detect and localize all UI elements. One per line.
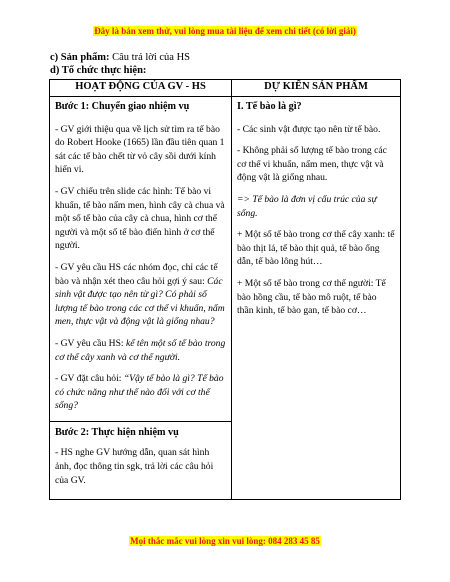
activity-question: kể tên một số tế bào trong cơ thể cây xanh và cơ thể người. — [55, 337, 226, 363]
step-divider — [50, 421, 231, 422]
contact-banner-text: Mọi thắc mắc vui lòng xin vui lòng: 084 283 45 85 — [130, 536, 320, 546]
product-label: c) Sản phẩm: — [50, 52, 110, 63]
activity-paragraph: - GV giới thiệu qua về lịch sử tìm ra tế bào do Robert Hooke (1665) lần đầu tiên quan 1 sát các tế bào chết từ vỏ cây sồi dưới kính hiển vi. — [55, 123, 225, 176]
table-row — [50, 97, 401, 500]
product-line — [50, 52, 190, 64]
activity-table — [49, 79, 401, 500]
product-paragraph: + Một số tế bào trong cơ thể người: Tế bào hồng cầu, tế bào mô ruột, tế bào thần kinh, tế bào gan, tế bào cơ… — [237, 277, 386, 317]
activity-paragraph: - HS nghe GV hướng dẫn, quan sát hình ảnh, đọc thông tin sgk, trả lời các câu hỏi của GV. — [55, 447, 214, 486]
activity-paragraph — [55, 337, 226, 364]
product-paragraph: - Không phải số lượng tế bào trong các cơ thể vi khuẩn, nấm men, thực vật và động vật là giống nhau. — [237, 145, 387, 184]
table-header-row — [50, 80, 401, 97]
activity-text: - GV đặt câu hỏi: — [55, 373, 124, 385]
contact-banner — [0, 536, 450, 546]
product-paragraph: - Các sinh vật được tạo nên từ tế bào. — [237, 123, 381, 135]
preview-banner-text: Đây là bản xem thử, vui lòng mua tài liệu để xem chi tiết (có lời giải) — [94, 26, 356, 36]
product-value: Câu trả lời của HS — [109, 52, 191, 63]
activity-text: - GV yêu cầu HS: — [55, 337, 126, 349]
expected-product-cell — [232, 97, 401, 500]
organize-line — [50, 65, 146, 77]
activity-paragraph: - GV chiếu trên slide các hình: Tế bào vi khuẩn, tế bào nấm men, hình cây cà chua và một số tế bào của cây cà chua, hình cơ thể người và một số tế bào điển hình ở cơ thể người. — [55, 185, 225, 252]
activity-paragraph — [55, 261, 226, 329]
activity-question: Các sinh vật được tạo nên từ gì? Có phải số lượng tế bào trong các cơ thể vi khuẩn, nấm men, thực vật và động vật là giống nhau? — [55, 275, 225, 328]
step2-title: Bước 2: Thực hiện nhiệm vụ — [55, 426, 179, 438]
preview-banner — [0, 26, 450, 36]
header-teacher-activity: HOẠT ĐỘNG CỦA GV - HS — [50, 80, 232, 97]
activity-paragraph — [55, 372, 226, 413]
section-title: I. Tế bào là gì? — [237, 101, 302, 112]
teacher-activity-cell — [50, 97, 232, 500]
product-conclusion: => Tế bào là đơn vị cấu trúc của sự sống. — [237, 193, 377, 219]
organize-label: d) Tổ chức thực hiện: — [50, 65, 147, 76]
activity-text: - GV yêu cầu HS các nhóm đọc, chỉ các tế bào và nhận xét theo câu hỏi gợi ý sau: — [55, 261, 218, 287]
header-expected-product: DỰ KIẾN SẢN PHẨM — [232, 80, 401, 97]
activity-question: “Vậy tế bào là gì? Tế bào có chức năng như thế nào đối với cơ thể sống? — [55, 373, 224, 412]
step1-title: Bước 1: Chuyển giao nhiệm vụ — [55, 101, 190, 112]
product-paragraph: + Một số tế bào trong cơ thể cây xanh: tế bào thịt lá, tế bào thịt quả, tế bào ống dẫn, tế bào lông hút… — [237, 229, 395, 268]
